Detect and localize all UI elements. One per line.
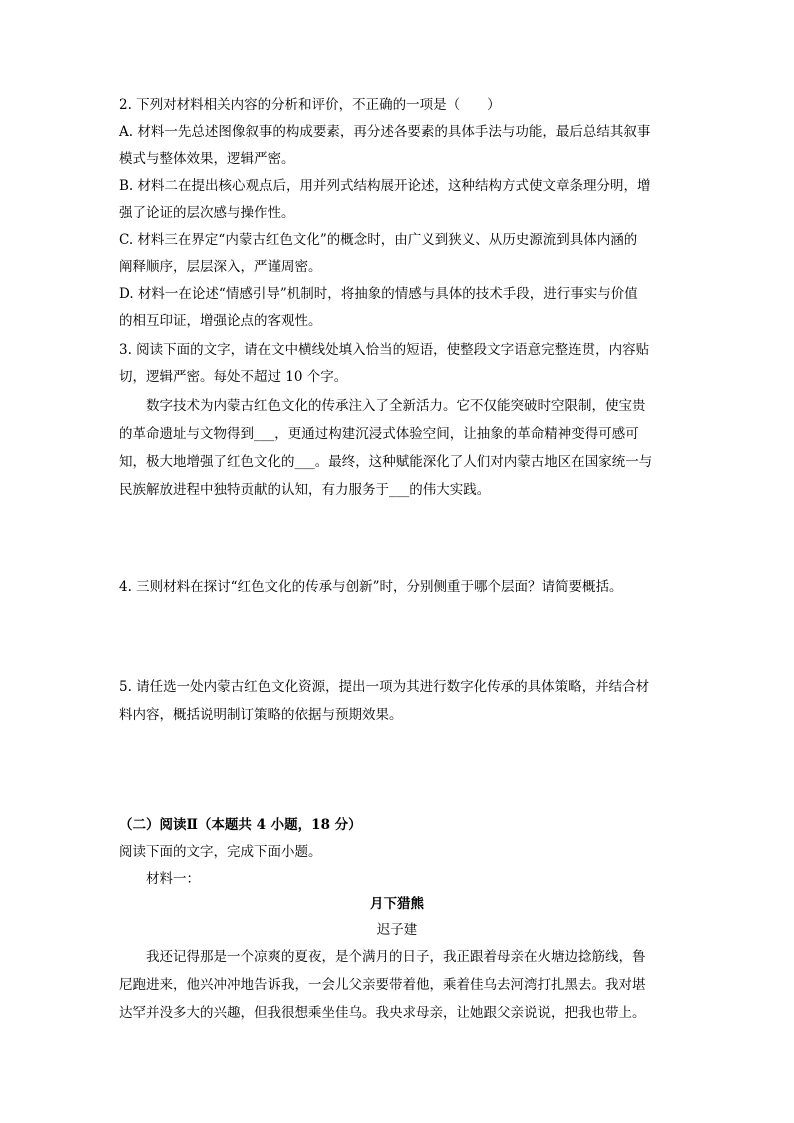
- q4-stem: 4. 三则材料在探讨“红色文化的传承与创新”时，分别侧重于哪个层面？请简要概括。: [119, 579, 623, 595]
- story-author: 迟子建: [376, 922, 418, 938]
- story-paragraph-line-2: 尼跑进来，他兴冲冲地告诉我，一会儿父亲要带着他，乘着佳乌去河湾打扎黑去。我对堪: [119, 977, 646, 993]
- q2-option-c-cont: 阐释顺序，层层深入，严谨周密。: [119, 259, 322, 275]
- story-title: 月下猎熊: [370, 896, 424, 912]
- story-paragraph-line-3: 达罕并没多大的兴趣，但我很想乘坐佳乌。我央求母亲，让她跟父亲说说，把我也带上。: [119, 1005, 646, 1021]
- material-label: 材料一：: [146, 871, 200, 887]
- q2-option-c: C. 材料三在界定“内蒙古红色文化”的概念时，由广义到狭义、从历史源流到具体内涵的: [119, 232, 638, 248]
- q2-option-d-cont: 的相互印证，增强论点的客观性。: [119, 313, 322, 329]
- q2-option-d: D. 材料一在论述“情感引导”机制时，将抽象的情感与具体的技术手段，进行事实与价值: [119, 286, 638, 302]
- q3-stem: 3. 阅读下面的文字，请在文中横线处填入恰当的短语，使整段文字语意完整连贯，内容贴: [119, 342, 650, 358]
- section-instruction: 阅读下面的文字，完成下面小题。: [119, 844, 322, 860]
- q3-paragraph-line-2: 的革命遗址与文物得到___，更通过构建沉浸式体验空间，让抽象的革命精神变得可感可: [119, 426, 639, 442]
- q2-option-b: B. 材料二在提出核心观点后，用并列式结构展开论述，这种结构方式使文章条理分明，增: [119, 178, 651, 194]
- q5-stem: 5. 请任选一处内蒙古红色文化资源，提出一项为其进行数字化传承的具体策略，并结合材: [119, 679, 650, 695]
- q3-paragraph-line-4: 民族解放进程中独特贡献的认知，有力服务于___的伟大实践。: [119, 482, 491, 498]
- q5-stem-cont: 料内容，概括说明制订策略的依据与预期效果。: [119, 707, 403, 723]
- q3-stem-cont: 切，逻辑严密。每处不超过 10 个字。: [119, 369, 348, 385]
- q2-stem: 2. 下列对材料相关内容的分析和评价，不正确的一项是（ ）: [119, 97, 501, 113]
- story-paragraph: 我还记得那是一个凉爽的夏夜，是个满月的日子，我正跟着母亲在火塘边捻筋线，鲁: [146, 949, 646, 965]
- section-heading: （二）阅读Ⅱ（本题共 4 小题，18 分）: [119, 817, 362, 833]
- q3-paragraph-line-3: 知，极大地增强了红色文化的___。最终，这种赋能深化了人们对内蒙古地区在国家统一与: [119, 454, 653, 470]
- q3-paragraph: 数字技术为内蒙古红色文化的传承注入了全新活力。它不仅能突破时空限制，使宝贵: [146, 398, 646, 414]
- q2-option-b-cont: 强了论证的层次感与操作性。: [119, 205, 295, 221]
- q2-option-a-cont: 模式与整体效果，逻辑严密。: [119, 151, 295, 167]
- q2-option-a: A. 材料一先总述图像叙事的构成要素，再分述各要素的具体手法与功能，最后总结其叙事: [119, 124, 651, 140]
